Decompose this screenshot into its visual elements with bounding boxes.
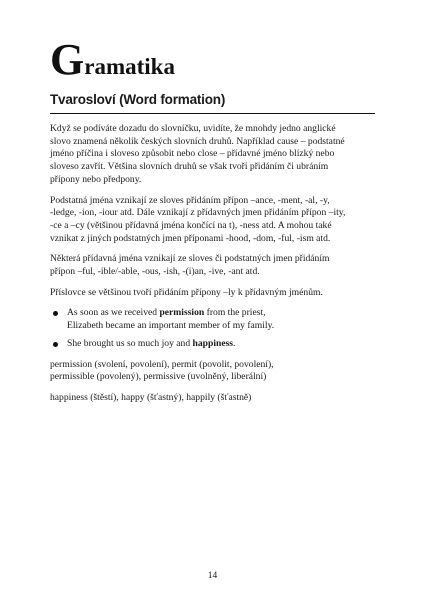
- example-line: [67, 338, 380, 351]
- example-list: [50, 307, 380, 350]
- text-line: happiness (štěstí), happy (šťastný), happily (šťastně): [50, 391, 252, 403]
- bullet-icon: [53, 311, 58, 316]
- example-line: Elizabeth became an important member of my family.: [67, 320, 275, 332]
- bullet-icon: [53, 342, 58, 347]
- list-item: [50, 338, 380, 351]
- text-line: sloveso zavřít. Většina slovních druhů se však tvoří přidáním či ubráním: [50, 161, 329, 173]
- example-text: As soon as we received: [67, 307, 160, 319]
- example-text: .: [233, 337, 236, 349]
- example-keyword: happiness: [192, 337, 234, 349]
- page-title: [50, 35, 175, 84]
- text-line: jméno příčina i sloveso způsobit nebo close – přídavné jméno blízký nebo: [50, 148, 335, 160]
- text-line: Podstatná jména vznikají ze sloves přidáním přípon –ance, -ment, -al, -y,: [50, 194, 330, 206]
- title-rest: ramatika: [84, 54, 175, 79]
- word-group-permission: [50, 359, 380, 384]
- example-text: from the priest,: [204, 307, 266, 319]
- text-line: přípony nebo předpony.: [50, 173, 142, 185]
- example-text: She brought us so much joy and: [67, 337, 193, 349]
- text-line: -ce a –cy (většinou přídavná jména končící na t), -ness atd. A mohou také: [50, 219, 332, 231]
- paragraph-adjectives: [50, 253, 380, 278]
- text-line: vznikat z jiných podstatných jmen příponami -hood, -dom, -ful, -ism atd.: [50, 232, 331, 244]
- word-group-happiness: [50, 392, 380, 405]
- example-keyword: permission: [159, 307, 205, 319]
- text-line: Příslovce se většinou tvoří přidáním přípony –ly k přídavným jménům.: [50, 286, 323, 298]
- heading-underline: [50, 113, 375, 114]
- title-initial: G: [50, 35, 85, 84]
- paragraph-adverbs: [50, 287, 380, 300]
- text-line: přípon –ful, -ible/-able, -ous, -ish, -(i)an, -ive, -ant atd.: [50, 266, 260, 278]
- body-text: [50, 123, 380, 413]
- page-number: 14: [207, 571, 218, 581]
- text-line: permissible (povolený), permissive (uvolněný, liberální): [50, 371, 267, 383]
- text-line: Když se podíváte dozadu do slovníčku, uvidíte, že mnohdy jedno anglické: [50, 123, 336, 134]
- example-line: [67, 307, 380, 320]
- paragraph-intro: [50, 123, 380, 187]
- text-line: -ledge, -ion, -iour atd. Dále vznikají z přídavných jmen přidáním přípon –ity,: [50, 207, 346, 219]
- text-line: permission (svolení, povolení), permit (povolit, povolení),: [50, 358, 274, 370]
- text-line: Některá přídavná jména vznikají ze sloves či podstatných jmen přidáním: [50, 253, 330, 265]
- text-line: slovo znamená několik českých slovních druhů. Například cause – podstatné: [50, 135, 345, 147]
- section-heading: Tvarosloví (Word formation): [50, 92, 226, 107]
- list-item: [50, 307, 380, 332]
- paragraph-nouns: [50, 195, 380, 246]
